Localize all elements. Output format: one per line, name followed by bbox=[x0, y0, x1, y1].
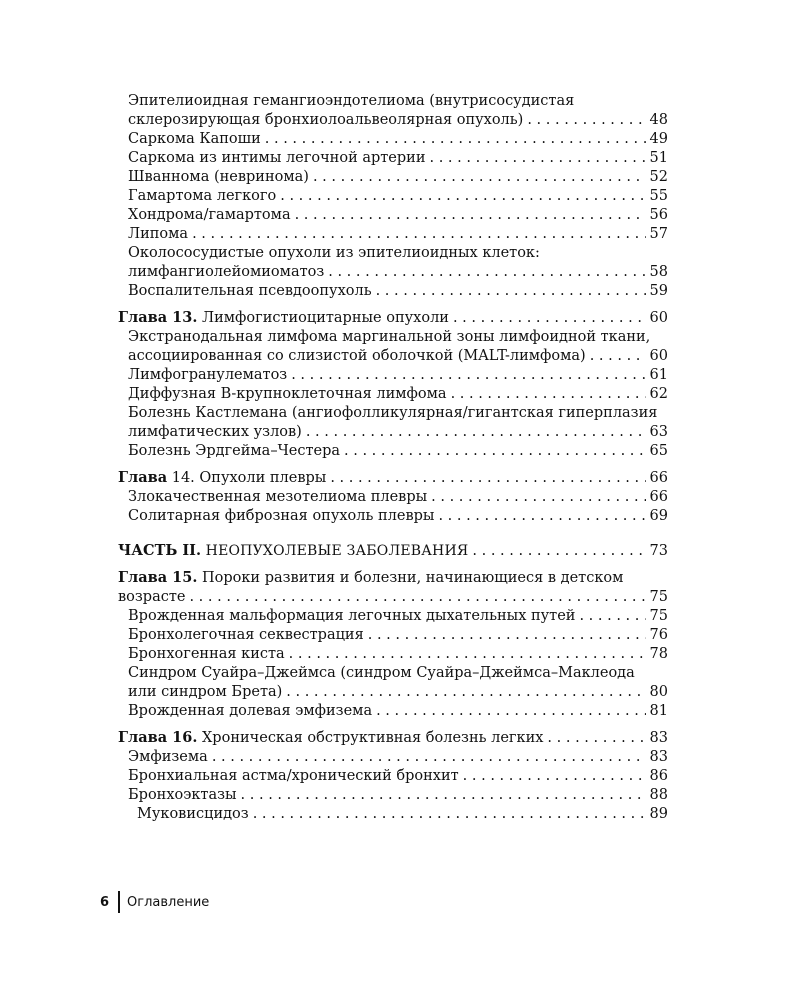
toc-entry[interactable] bbox=[118, 488, 668, 507]
toc-page-number: 83 bbox=[649, 730, 668, 746]
toc-entry[interactable] bbox=[118, 507, 668, 526]
leader-dots bbox=[313, 168, 646, 187]
toc-entry[interactable] bbox=[118, 702, 668, 721]
running-header: Оглавление bbox=[127, 894, 210, 910]
toc-entry-title: Хондрома/гамартома bbox=[128, 207, 291, 223]
toc-entry-title: Липома bbox=[128, 226, 189, 242]
toc-page-number: 69 bbox=[649, 508, 668, 524]
toc-entry-title: Диффузная В-крупноклеточная лимфома bbox=[128, 386, 447, 402]
toc-page-number: 61 bbox=[649, 367, 668, 383]
leader-dots bbox=[431, 488, 645, 507]
toc-entry-title: Хроническая обструктивная болезнь легких bbox=[197, 730, 544, 746]
leader-dots bbox=[590, 347, 646, 366]
toc-page-number: 58 bbox=[649, 264, 668, 280]
page-footer bbox=[100, 891, 209, 913]
leader-dots bbox=[344, 442, 646, 461]
toc-page-number: 66 bbox=[649, 470, 668, 486]
toc-entry[interactable] bbox=[118, 626, 668, 645]
toc-entry-title: Воспалительная псевдоопухоль bbox=[128, 283, 372, 299]
toc-entry-title: Шваннома (невринома) bbox=[128, 169, 309, 185]
toc-entry-title-line1: Пороки развития и болезни, начинающиеся в детском bbox=[197, 570, 624, 586]
leader-dots bbox=[429, 149, 645, 168]
toc-entry-title: Саркома Капоши bbox=[128, 131, 261, 147]
toc-entry[interactable] bbox=[118, 664, 668, 702]
toc-entry-title: Саркома из интимы легочной артерии bbox=[128, 150, 426, 166]
toc-entry[interactable] bbox=[118, 767, 668, 786]
toc-entry-title: Врожденная мальформация легочных дыхательных путей bbox=[128, 608, 576, 624]
toc-entry[interactable] bbox=[118, 404, 668, 442]
toc-entry[interactable] bbox=[118, 187, 668, 206]
toc-page-number: 75 bbox=[649, 589, 668, 605]
leader-dots bbox=[286, 683, 645, 702]
leader-dots bbox=[376, 282, 646, 301]
leader-dots bbox=[368, 626, 646, 645]
toc-page-number: 86 bbox=[649, 768, 668, 784]
toc-entry[interactable] bbox=[118, 225, 668, 244]
toc-entry-title: лимфангиолейомиоматоз bbox=[128, 264, 325, 280]
toc-entry-title-line1: Болезнь Кастлемана (ангиофолликулярная/гигантская гиперплазия bbox=[128, 405, 658, 421]
toc-page-number: 76 bbox=[649, 627, 668, 643]
toc-page-number: 66 bbox=[649, 489, 668, 505]
toc-entry-title: 14. Опухоли плевры bbox=[167, 470, 327, 486]
toc-entry-title: склерозирующая бронхиолоальвеолярная опухоль) bbox=[128, 112, 524, 128]
chapter-label: Глава 15. bbox=[118, 569, 198, 586]
toc-entry[interactable] bbox=[118, 92, 668, 130]
leader-dots bbox=[241, 786, 646, 805]
toc-page-number: 81 bbox=[649, 703, 668, 719]
toc-entry[interactable] bbox=[118, 607, 668, 626]
toc-entry[interactable] bbox=[118, 442, 668, 461]
chapter-label: Глава bbox=[118, 469, 168, 486]
table-of-contents bbox=[118, 92, 668, 824]
toc-entry[interactable] bbox=[118, 805, 668, 824]
toc-entry-title: Гамартома легкого bbox=[128, 188, 277, 204]
toc-entry-title-line1: Синдром Суайра–Джеймса (синдром Суайра–Джеймса–Маклеода bbox=[128, 665, 635, 681]
toc-page-number: 62 bbox=[649, 386, 668, 402]
leader-dots bbox=[328, 263, 645, 282]
toc-entry-title: или синдром Брета) bbox=[128, 684, 283, 700]
leader-dots bbox=[253, 805, 646, 824]
toc-entry[interactable] bbox=[118, 385, 668, 404]
toc-page-number: 56 bbox=[649, 207, 668, 223]
toc-entry-title: Болезнь Эрдгейма–Честера bbox=[128, 443, 341, 459]
leader-dots bbox=[472, 542, 645, 561]
toc-page-number: 60 bbox=[649, 348, 668, 364]
toc-page-number: 89 bbox=[649, 806, 668, 822]
toc-entry[interactable] bbox=[118, 149, 668, 168]
toc-entry-title: Бронхолегочная секвестрация bbox=[128, 627, 364, 643]
leader-dots bbox=[295, 206, 646, 225]
toc-chapter-entry[interactable] bbox=[118, 468, 668, 488]
toc-entry[interactable] bbox=[118, 206, 668, 225]
leader-dots bbox=[330, 469, 645, 488]
toc-entry-title: НЕОПУХОЛЕВЫЕ ЗАБОЛЕВАНИЯ bbox=[201, 543, 469, 559]
toc-entry-title: ассоциированная со слизистой оболочкой (MALT-лимфома) bbox=[128, 348, 586, 364]
toc-page-number: 51 bbox=[649, 150, 668, 166]
toc-entry-title: лимфатических узлов) bbox=[128, 424, 302, 440]
toc-entry-title: Лимфогранулематоз bbox=[128, 367, 288, 383]
leader-dots bbox=[438, 507, 645, 526]
toc-page-number: 49 bbox=[649, 131, 668, 147]
toc-chapter-entry[interactable] bbox=[118, 308, 668, 328]
leader-dots bbox=[547, 729, 645, 748]
toc-chapter-entry[interactable] bbox=[118, 568, 668, 607]
toc-page-number: 65 bbox=[649, 443, 668, 459]
chapter-label: Глава 13. bbox=[118, 309, 198, 326]
toc-entry-title-line1: Эпителиоидная гемангиоэндотелиома (внутрисосудистая bbox=[128, 93, 575, 109]
toc-page-number: 80 bbox=[649, 684, 668, 700]
leader-dots bbox=[291, 366, 645, 385]
toc-entry[interactable] bbox=[118, 130, 668, 149]
leader-dots bbox=[463, 767, 646, 786]
toc-entry-title: Врожденная долевая эмфизема bbox=[128, 703, 373, 719]
toc-entry[interactable] bbox=[118, 366, 668, 385]
leader-dots bbox=[451, 385, 646, 404]
toc-entry-title: Лимфогистиоцитарные опухоли bbox=[197, 310, 449, 326]
part-label: ЧАСТЬ II. bbox=[118, 542, 202, 559]
toc-page-number: 83 bbox=[649, 749, 668, 765]
toc-entry[interactable] bbox=[118, 282, 668, 301]
toc-entry[interactable] bbox=[118, 748, 668, 767]
toc-entry[interactable] bbox=[118, 328, 668, 366]
toc-page-number: 73 bbox=[649, 543, 668, 559]
footer-divider bbox=[118, 891, 120, 913]
toc-entry-title: Злокачественная мезотелиома плевры bbox=[128, 489, 428, 505]
toc-entry[interactable] bbox=[118, 168, 668, 187]
toc-page-number: 88 bbox=[649, 787, 668, 803]
toc-entry-title-line1: Экстранодальная лимфома маргинальной зоны лимфоидной ткани, bbox=[128, 329, 651, 345]
leader-dots bbox=[376, 702, 645, 721]
leader-dots bbox=[527, 111, 645, 130]
leader-dots bbox=[192, 225, 645, 244]
toc-page-number: 78 bbox=[649, 646, 668, 662]
toc-chapter-entry[interactable] bbox=[118, 728, 668, 748]
leader-dots bbox=[306, 423, 646, 442]
toc-page-number: 57 bbox=[649, 226, 668, 242]
toc-entry[interactable] bbox=[118, 645, 668, 664]
toc-page-number: 60 bbox=[649, 310, 668, 326]
leader-dots bbox=[212, 748, 646, 767]
page-number: 6 bbox=[100, 894, 110, 910]
toc-page-number: 55 bbox=[649, 188, 668, 204]
toc-page-number: 63 bbox=[649, 424, 668, 440]
leader-dots bbox=[289, 645, 646, 664]
leader-dots bbox=[579, 607, 645, 626]
toc-part-entry[interactable] bbox=[118, 541, 668, 561]
leader-dots bbox=[280, 187, 645, 206]
toc-entry-title: Эмфизема bbox=[128, 749, 208, 765]
toc-entry-title: Бронхоэктазы bbox=[128, 787, 237, 803]
toc-page-number: 52 bbox=[649, 169, 668, 185]
toc-entry-title: Бронхиальная астма/хронический бронхит bbox=[128, 768, 459, 784]
toc-entry-title: Солитарная фиброзная опухоль плевры bbox=[128, 508, 435, 524]
chapter-label: Глава 16. bbox=[118, 729, 198, 746]
toc-entry-title: Бронхогенная киста bbox=[128, 646, 285, 662]
toc-page-number: 75 bbox=[649, 608, 668, 624]
toc-entry-title-line1: Околососудистые опухоли из эпителиоидных клеток: bbox=[128, 245, 540, 261]
toc-entry[interactable] bbox=[118, 244, 668, 282]
leader-dots bbox=[265, 130, 646, 149]
toc-entry-title: Муковисцидоз bbox=[137, 806, 249, 822]
leader-dots bbox=[453, 309, 646, 328]
toc-page-number: 48 bbox=[649, 112, 668, 128]
toc-entry[interactable] bbox=[118, 786, 668, 805]
toc-page-number: 59 bbox=[649, 283, 668, 299]
toc-entry-title: возрасте bbox=[118, 589, 186, 605]
leader-dots bbox=[189, 588, 645, 607]
